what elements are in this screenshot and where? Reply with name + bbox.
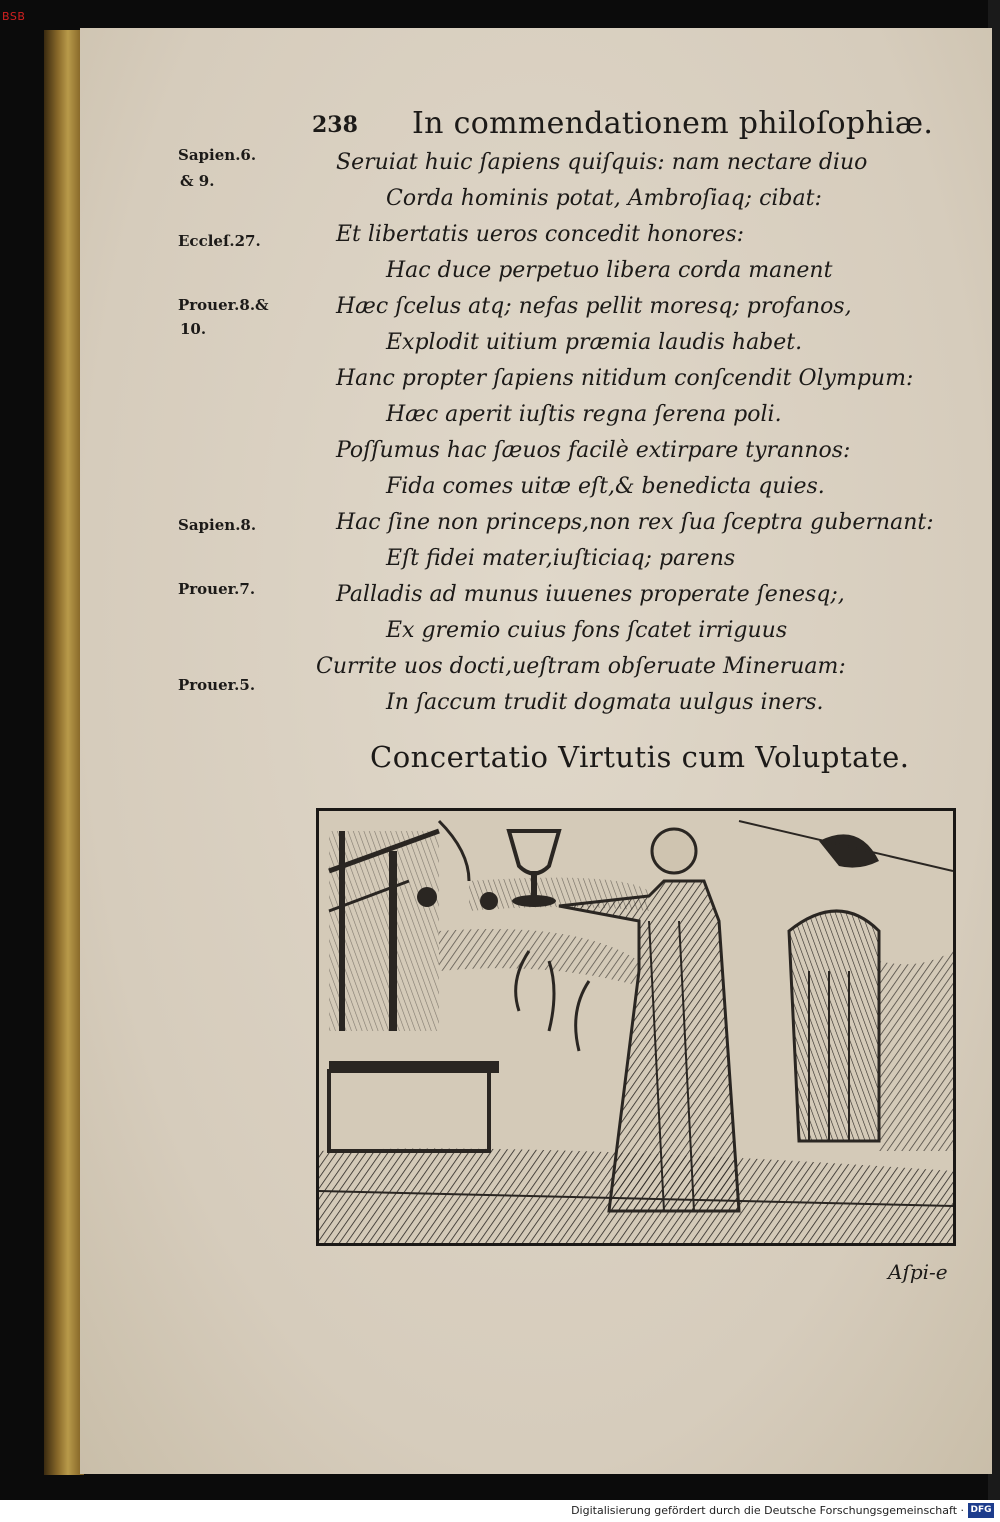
margin-note: 10. bbox=[180, 320, 207, 338]
running-head: In commendationem philoſophiæ. bbox=[412, 106, 934, 141]
margin-note: Prouer.8.& bbox=[178, 296, 269, 314]
footer-credit: Digitalisierung gefördert durch die Deutsche Forschungsgemeinschaft · bbox=[571, 1504, 964, 1517]
verse-line: Ex gremio cuius fons ſcatet irriguus bbox=[386, 618, 788, 643]
verse-line: Hanc propter ſapiens nitidum conſcendit Olympum: bbox=[336, 366, 914, 391]
verse-line: Hac ſine non princeps,non rex ſua ſceptra gubernant: bbox=[336, 510, 934, 535]
verse-line: Seruiat huic ſapiens quiſquis: nam nectare diuo bbox=[336, 150, 868, 175]
margin-note: Prouer.7. bbox=[178, 580, 256, 598]
catchword: Aſpi-e bbox=[888, 1260, 948, 1284]
verse-line: Hac duce perpetuo libera corda manent bbox=[386, 258, 833, 283]
verse-line: Corda hominis potat, Ambroſiaq; cibat: bbox=[386, 186, 822, 211]
woodcut-illustration bbox=[316, 808, 956, 1246]
verse-line: Poſſumus hac ſæuos facilè extirpare tyrannos: bbox=[336, 438, 851, 463]
margin-note: & 9. bbox=[180, 172, 215, 190]
dfg-logo: DFG bbox=[968, 1503, 994, 1518]
verse-line: Fida comes uitæ eſt,& benedicta quies. bbox=[386, 474, 825, 499]
verse-line: Currite uos docti,ueſtram obſeruate Mineruam: bbox=[316, 654, 846, 679]
margin-note: Prouer.5. bbox=[178, 676, 256, 694]
margin-note: Eccleſ.27. bbox=[178, 232, 261, 250]
verse-line: Explodit uitium præmia laudis habet. bbox=[386, 330, 803, 355]
margin-note: Sapien.8. bbox=[178, 516, 257, 534]
verse-line: Et libertatis ueros concedit honores: bbox=[336, 222, 745, 247]
verse-line: Hæc ſcelus atq; nefas pellit moresq; profanos, bbox=[336, 294, 852, 319]
book-spine-edge bbox=[44, 30, 84, 1475]
verse-line: In ſaccum trudit dogmata uulgus iners. bbox=[386, 690, 824, 715]
verse-line: Hæc aperit iuſtis regna ſerena poli. bbox=[386, 402, 782, 427]
verse-line: Eſt fidei mater,iuſticiaq; parens bbox=[386, 546, 736, 571]
footer-bar bbox=[0, 1500, 1000, 1522]
bsb-logo: BSB bbox=[2, 10, 26, 23]
verse-line: Palladis ad munus iuuenes properate ſenesq;, bbox=[336, 582, 845, 607]
section-title: Concertatio Virtutis cum Voluptate. bbox=[370, 740, 910, 774]
page-number: 238 bbox=[312, 112, 358, 138]
woodcut-drawing bbox=[319, 811, 953, 1243]
margin-note: Sapien.6. bbox=[178, 146, 257, 164]
